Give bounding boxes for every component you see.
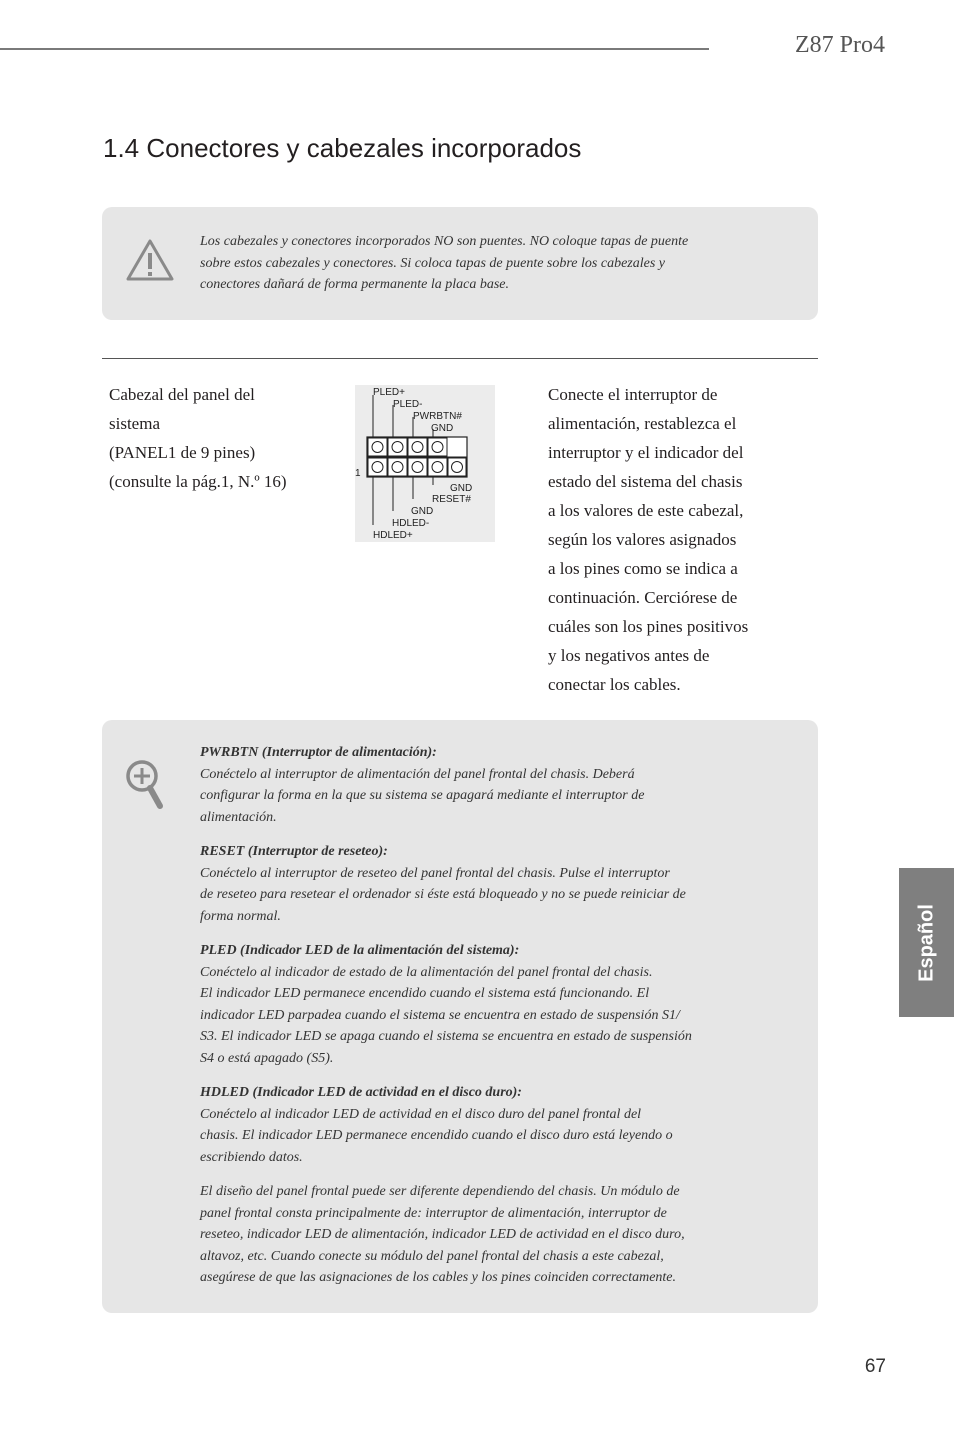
note-line: Conéctelo al interruptor de alimentación del panel frontal del chasis. Deberá [200, 766, 635, 782]
warning-line: sobre estos cabezales y conectores. Si coloca tapas de puente sobre los cabezales y [200, 255, 666, 271]
page-number: 67 [864, 1356, 886, 1377]
magnifier-icon [124, 758, 166, 819]
language-tab [899, 868, 954, 1017]
description-line: continuación. Cerciórese de [548, 588, 738, 607]
warning-text [200, 231, 760, 296]
note-pwrbtn [200, 742, 760, 828]
warning-triangle-icon [125, 237, 175, 288]
panel1-pin-diagram [355, 385, 495, 542]
pin-label-hdled-plus: HDLED+ [373, 530, 413, 541]
description-line: a los valores de este cabezal, [548, 501, 744, 520]
description-line: cuáles son los pines positivos [548, 617, 749, 636]
note-line: indicador LED parpadea cuando el sistema se encuentra en estado de suspensión S1/ [200, 1007, 680, 1023]
note-line: reseteo, indicador LED de alimentación, indicador LED de actividad en el disco duro, [200, 1227, 685, 1242]
note-heading: PWRBTN (Interruptor de alimentación): [200, 745, 437, 760]
warning-line: conectores dañará de forma permanente la placa base. [200, 277, 509, 292]
label-line: Cabezal del panel del [109, 385, 255, 404]
warning-box [102, 207, 818, 320]
note-heading: PLED (Indicador LED de la alimentación del sistema): [200, 943, 520, 958]
label-line: (consulte la pág.1, N.º 16) [109, 472, 287, 491]
description-line: conectar los cables. [548, 675, 681, 694]
description-line: alimentación, restablezca el [548, 414, 737, 433]
pin-label-hdled-minus: HDLED- [392, 518, 430, 529]
description-line: interruptor y el indicador del [548, 443, 744, 462]
pin-label-pwrbtn: PWRBTN# [413, 411, 462, 422]
description-line: según los valores asignados [548, 530, 737, 549]
note-line: panel frontal consta principalmente de: interruptor de alimentación, interruptor de [200, 1205, 667, 1221]
note-pled [200, 940, 760, 1069]
section-title: 1.4 Conectores y cabezales incorporados [103, 133, 582, 163]
note-line: altavoz, etc. Cuando conecte su módulo del panel frontal del chasis a este cabezal, [200, 1248, 664, 1264]
note-reset [200, 841, 760, 927]
note-heading: HDLED (Indicador LED de actividad en el disco duro): [200, 1085, 522, 1100]
note-line: S4 o está apagado (S5). [200, 1050, 334, 1066]
pin-label-gnd-right: GND [450, 483, 473, 494]
note-line: asegúrese de que las asignaciones de los cables y los pines coinciden correctamente. [200, 1270, 677, 1285]
description-line: Conecte el interruptor de [548, 385, 718, 404]
model-name: Z87 Pro4 [795, 32, 885, 58]
pin-label-reset: RESET# [432, 494, 471, 505]
description-line: y los negativos antes de [548, 646, 710, 665]
note-hdled [200, 1082, 760, 1168]
notes-box [102, 720, 818, 1313]
label-line: (PANEL1 de 9 pines) [109, 443, 256, 462]
note-line: escribiendo datos. [200, 1149, 303, 1165]
note-line: configurar la forma en la que su sistema se apagará mediante el interruptor de [200, 788, 645, 803]
note-line: El diseño del panel frontal puede ser diferente dependiendo del chasis. Un módulo de [200, 1184, 680, 1199]
label-line: sistema [109, 414, 160, 433]
note-line: Conéctelo al indicador LED de actividad en el disco duro del panel frontal del [200, 1106, 642, 1122]
note-line: El indicador LED permanece encendido cuando el sistema está funcionando. El [200, 986, 650, 1001]
note-line: Conéctelo al interruptor de reseteo del panel frontal del chasis. Pulse el interruptor [200, 865, 670, 881]
pin-label-1: 1 [355, 468, 361, 479]
warning-line: Los cabezales y conectores incorporados NO son puentes. NO coloque tapas de puente [200, 234, 689, 249]
section-divider [102, 358, 818, 359]
description-line: a los pines como se indica a [548, 559, 738, 578]
note-line: forma normal. [200, 908, 281, 924]
description-line: estado del sistema del chasis [548, 472, 743, 491]
top-rule [0, 48, 709, 50]
note-line: S3. El indicador LED se apaga cuando el sistema se encuentra en estado de suspensión [200, 1029, 692, 1044]
pin-label-pled-plus: PLED+ [373, 387, 405, 398]
notes-body [200, 742, 760, 1302]
note-line: de reseteo para resetear el ordenador si éste está bloqueado y no se puede reiniciar de [200, 887, 686, 902]
pin-label-gnd-bottom: GND [411, 506, 434, 517]
panel-header-description [548, 380, 798, 699]
note-line: Conéctelo al indicador de estado de la alimentación del panel frontal del chasis. [200, 964, 653, 980]
pin-label-gnd-top: GND [431, 423, 454, 434]
language-tab-label: Español [915, 903, 937, 982]
pin-label-pled-minus: PLED- [393, 399, 423, 410]
panel-header-label [109, 380, 329, 496]
note-closing [200, 1181, 760, 1289]
note-heading: RESET (Interruptor de reseteo): [200, 844, 388, 859]
note-line: alimentación. [200, 809, 277, 825]
note-line: chasis. El indicador LED permanece encendido cuando el disco duro está leyendo o [200, 1128, 673, 1143]
